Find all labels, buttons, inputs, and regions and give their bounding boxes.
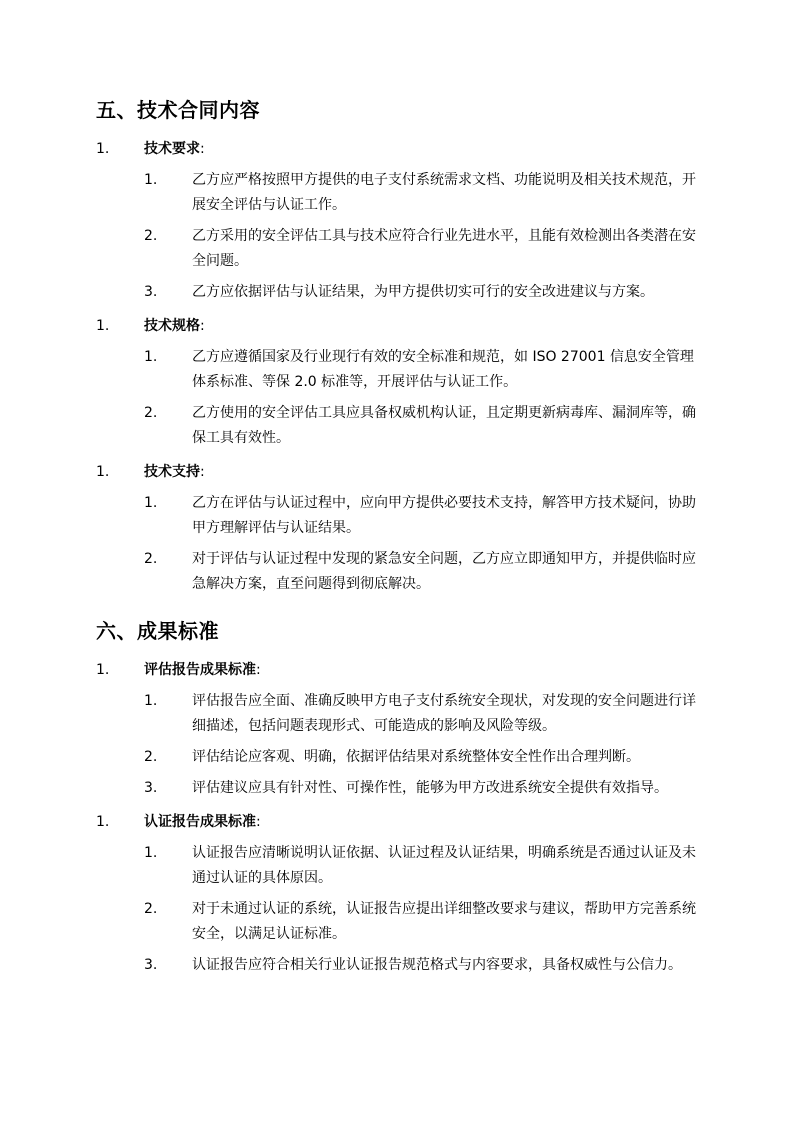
sub-item bbox=[144, 280, 699, 305]
sub-item bbox=[144, 547, 699, 597]
sub-item bbox=[144, 168, 699, 218]
list-item bbox=[96, 811, 699, 978]
sub-item bbox=[144, 689, 699, 739]
sub-item-number: 1. bbox=[144, 349, 158, 365]
sub-item-number: 1. bbox=[144, 845, 158, 861]
item-title: 技术支持: bbox=[144, 464, 205, 480]
sub-item bbox=[144, 841, 699, 891]
sub-item-number: 1. bbox=[144, 693, 158, 709]
sub-item-text: 评估报告应全面、准确反映甲方电子支付系统安全现状，对发现的安全问题进行详细描述，包括问题表现形式、可能造成的影响及风险等级。 bbox=[192, 693, 696, 734]
item-title: 技术要求: bbox=[144, 141, 205, 157]
sub-item-text: 评估建议应具有针对性、可操作性，能够为甲方改进系统安全提供有效指导。 bbox=[192, 780, 668, 796]
item-number: 1. bbox=[96, 814, 110, 830]
sub-item-number: 2. bbox=[144, 405, 158, 421]
sub-item-text: 对于未通过认证的系统，认证报告应提出详细整改要求与建议，帮助甲方完善系统安全，以满足认证标准。 bbox=[192, 901, 696, 942]
item-title: 技术规格: bbox=[144, 318, 205, 334]
list-item bbox=[96, 315, 699, 451]
sub-item-text: 乙方采用的安全评估工具与技术应符合行业先进水平，且能有效检测出各类潜在安全问题。 bbox=[192, 228, 696, 269]
sub-item-text: 乙方应依据评估与认证结果，为甲方提供切实可行的安全改进建议与方案。 bbox=[192, 284, 654, 300]
item-number: 1. bbox=[96, 141, 110, 157]
section-deliverable-standards bbox=[96, 617, 699, 978]
sub-item-text: 认证报告应清晰说明认证依据、认证过程及认证结果，明确系统是否通过认证及未通过认证的具体原因。 bbox=[192, 845, 696, 886]
sub-item bbox=[144, 745, 699, 770]
sub-item bbox=[144, 953, 699, 978]
item-number: 1. bbox=[96, 662, 110, 678]
list-item bbox=[96, 461, 699, 597]
sub-item-text: 评估结论应客观、明确，依据评估结果对系统整体安全性作出合理判断。 bbox=[192, 749, 640, 765]
list-item bbox=[96, 659, 699, 801]
sub-item-text: 乙方应遵循国家及行业现行有效的安全标准和规范，如 ISO 27001 信息安全管理体系标准、等保 2.0 标准等，开展评估与认证工作。 bbox=[192, 349, 694, 390]
sub-item-number: 1. bbox=[144, 495, 158, 511]
sub-item bbox=[144, 491, 699, 541]
list-item bbox=[96, 138, 699, 305]
sub-item bbox=[144, 776, 699, 801]
section-technical-contract bbox=[96, 96, 699, 597]
sub-item-text: 对于评估与认证过程中发现的紧急安全问题，乙方应立即通知甲方，并提供临时应急解决方案，直至问题得到彻底解决。 bbox=[192, 551, 696, 592]
sub-item-number: 2. bbox=[144, 228, 158, 244]
sub-item-number: 2. bbox=[144, 749, 158, 765]
sub-item-number: 3. bbox=[144, 284, 158, 300]
sub-item-text: 认证报告应符合相关行业认证报告规范格式与内容要求，具备权威性与公信力。 bbox=[192, 957, 682, 973]
item-number: 1. bbox=[96, 464, 110, 480]
item-title: 认证报告成果标准: bbox=[144, 814, 261, 830]
item-number: 1. bbox=[96, 318, 110, 334]
sub-item bbox=[144, 345, 699, 395]
sub-item-number: 1. bbox=[144, 172, 158, 188]
sub-item-text: 乙方使用的安全评估工具应具备权威机构认证，且定期更新病毒库、漏洞库等，确保工具有效性。 bbox=[192, 405, 696, 446]
sub-item bbox=[144, 401, 699, 451]
sub-item-number: 3. bbox=[144, 957, 158, 973]
sub-item-number: 3. bbox=[144, 780, 158, 796]
section-heading: 六、成果标准 bbox=[96, 619, 219, 643]
sub-item-number: 2. bbox=[144, 551, 158, 567]
item-title: 评估报告成果标准: bbox=[144, 662, 261, 678]
sub-item-number: 2. bbox=[144, 901, 158, 917]
sub-item bbox=[144, 224, 699, 274]
sub-item-text: 乙方在评估与认证过程中，应向甲方提供必要技术支持，解答甲方技术疑问，协助甲方理解评估与认证结果。 bbox=[192, 495, 696, 536]
sub-item bbox=[144, 897, 699, 947]
sub-item-text: 乙方应严格按照甲方提供的电子支付系统需求文档、功能说明及相关技术规范，开展安全评估与认证工作。 bbox=[192, 172, 696, 213]
section-heading: 五、技术合同内容 bbox=[96, 98, 260, 122]
